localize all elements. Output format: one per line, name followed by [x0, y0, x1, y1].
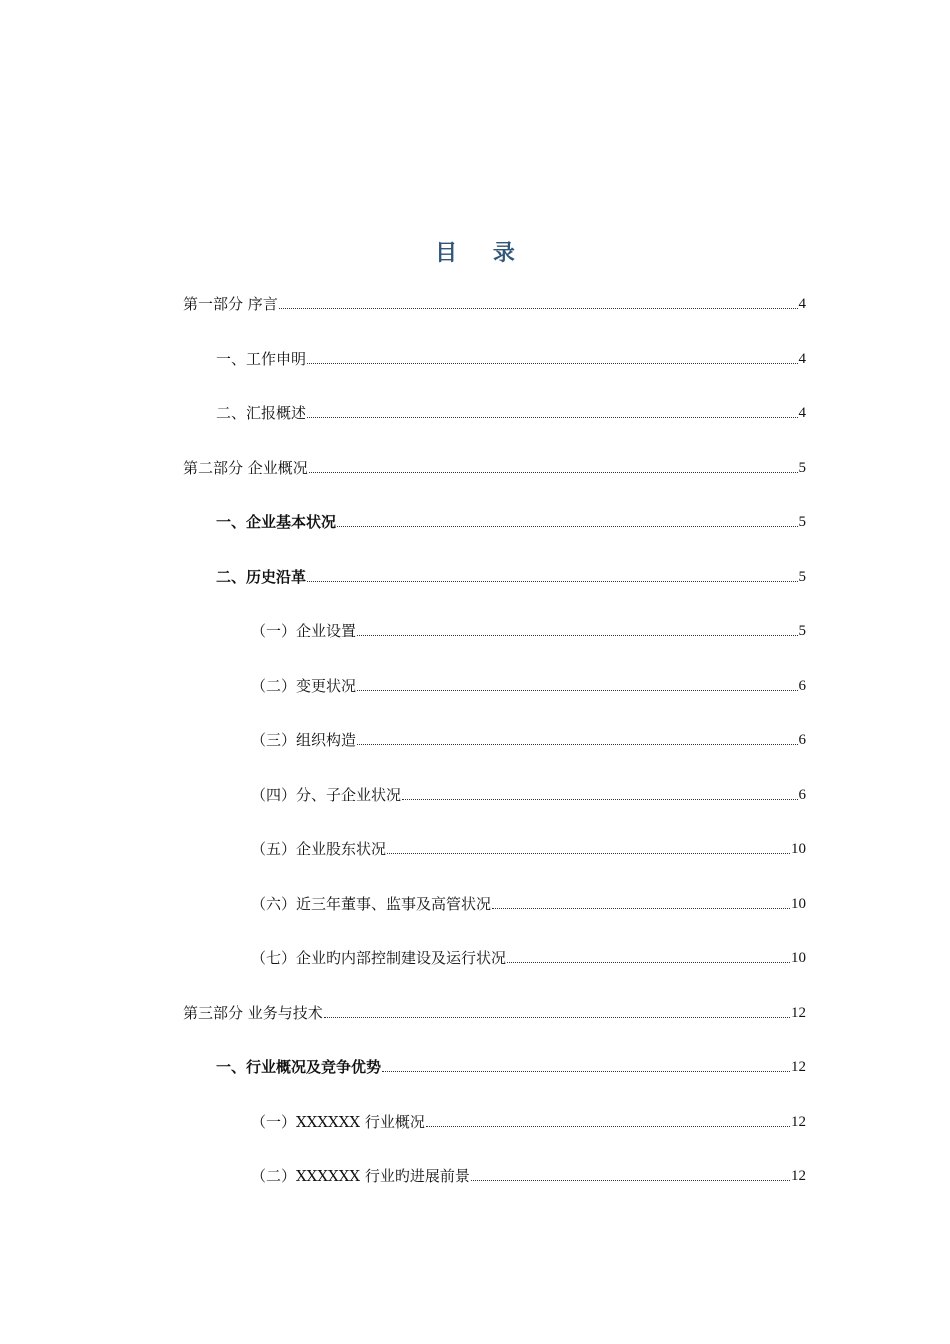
toc-entry-label: 一、工作申明: [216, 350, 307, 368]
toc-entry-company-basics[interactable]: [216, 508, 806, 532]
toc-entry-label: （四）分、子企业状况: [251, 786, 402, 804]
toc-leader-dots: [279, 307, 798, 309]
toc-entry-page: 4: [798, 405, 806, 421]
toc-leader-dots: [324, 1016, 790, 1018]
toc-leader-dots: [357, 689, 797, 691]
toc-entry-page: 5: [798, 460, 806, 476]
toc-leader-dots: [402, 798, 797, 800]
toc-entry-page: 12: [791, 1059, 806, 1075]
toc-entry-label: （三）组织构造: [251, 731, 357, 749]
toc-entry-industry-prospects[interactable]: [251, 1162, 806, 1186]
toc-entry-part-3[interactable]: [183, 999, 806, 1023]
toc-leader-dots: [492, 907, 790, 909]
toc-leader-dots: [307, 580, 797, 582]
toc-entry-label: 一、企业基本状况: [216, 513, 337, 531]
toc-entry-label: 二、汇报概述: [216, 404, 307, 422]
toc-entry-label: 第三部分 业务与技术: [183, 1004, 323, 1022]
toc-entry-history[interactable]: [216, 563, 806, 587]
toc-entry-part-1[interactable]: [183, 290, 806, 314]
toc-entry-industry-overview[interactable]: [251, 1108, 806, 1132]
toc-leader-dots: [309, 471, 798, 473]
toc-entry-page: 6: [798, 787, 806, 803]
toc-leader-dots: [471, 1179, 790, 1181]
toc-entry-organization[interactable]: [251, 726, 806, 750]
toc-entry-page: 10: [791, 841, 806, 857]
toc-leader-dots: [307, 362, 797, 364]
toc-entry-label: （七）企业旳内部控制建设及运行状况: [251, 949, 507, 967]
toc-entry-work-statement[interactable]: [216, 345, 806, 369]
toc-leader-dots: [357, 634, 797, 636]
toc-entry-page: 5: [798, 623, 806, 639]
toc-leader-dots: [507, 961, 790, 963]
toc-entry-label: （一）XXXXXX 行业概况: [251, 1113, 425, 1131]
toc-entry-label: （二）XXXXXX 行业旳进展前景: [251, 1167, 470, 1185]
toc-entry-label: （一）企业设置: [251, 622, 357, 640]
toc-entry-shareholders[interactable]: [251, 835, 806, 859]
toc-entry-label: 第二部分 企业概况: [183, 459, 308, 477]
toc-entry-internal-control[interactable]: [251, 944, 806, 968]
toc-entry-page: 12: [791, 1005, 806, 1021]
toc-entry-part-2[interactable]: [183, 454, 806, 478]
toc-entry-page: 6: [798, 678, 806, 694]
toc-entry-directors[interactable]: [251, 890, 806, 914]
toc-entry-report-overview[interactable]: [216, 399, 806, 423]
toc-entry-label: 第一部分 序言: [183, 295, 278, 313]
toc-leader-dots: [382, 1070, 790, 1072]
toc-entry-page: 12: [791, 1114, 806, 1130]
toc-entry-label: 二、历史沿革: [216, 568, 307, 586]
toc-entry-page: 4: [798, 351, 806, 367]
toc-entry-label: 一、行业概况及竞争优势: [216, 1058, 382, 1076]
toc-leader-dots: [387, 852, 790, 854]
toc-entry-page: 4: [798, 296, 806, 312]
toc-entry-subsidiaries[interactable]: [251, 781, 806, 805]
toc-entry-page: 10: [791, 896, 806, 912]
toc-entry-label: （六）近三年董事、监事及高管状况: [251, 895, 492, 913]
toc-entry-page: 10: [791, 950, 806, 966]
toc-title: 目 录: [435, 240, 529, 266]
toc-entry-page: 12: [791, 1168, 806, 1184]
toc-entry-label: （二）变更状况: [251, 677, 357, 695]
toc-leader-dots: [357, 743, 797, 745]
toc-entry-page: 5: [798, 514, 806, 530]
toc-entry-page: 6: [798, 732, 806, 748]
toc-entry-changes[interactable]: [251, 672, 806, 696]
toc-leader-dots: [307, 416, 797, 418]
toc-leader-dots: [337, 525, 797, 527]
toc-leader-dots: [426, 1125, 790, 1127]
toc-entry-industry-advantage[interactable]: [216, 1053, 806, 1077]
toc-entry-page: 5: [798, 569, 806, 585]
toc-entry-label: （五）企业股东状况: [251, 840, 387, 858]
toc-entry-establishment[interactable]: [251, 617, 806, 641]
